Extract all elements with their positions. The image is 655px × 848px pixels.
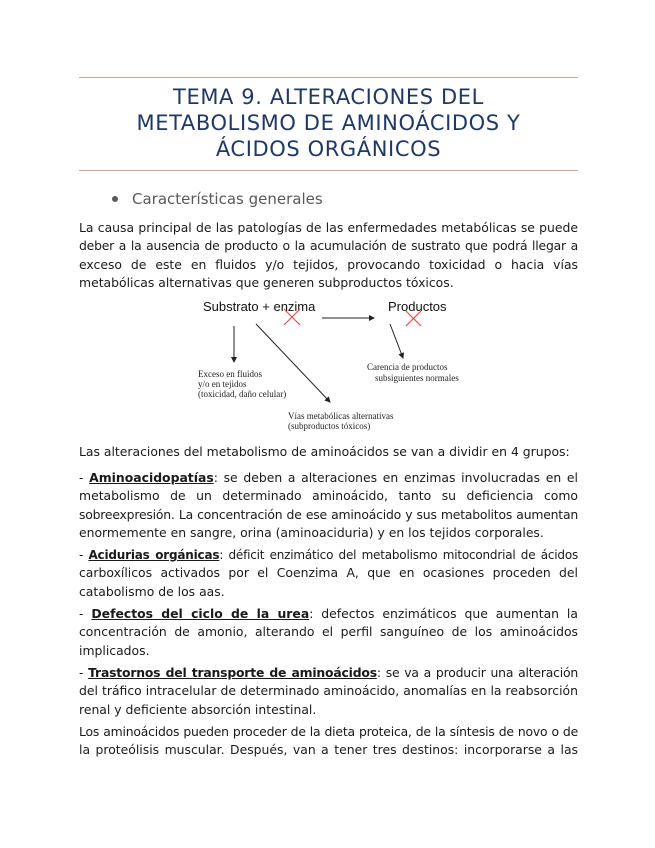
group-line: implicados. — [79, 642, 150, 658]
group-transporte — [79, 664, 578, 719]
title-line-2: METABOLISMO DE AMINOÁCIDOS Y — [136, 111, 521, 135]
diagram-excess-line: (toxicidad, daño celular) — [198, 389, 287, 399]
group-first-line — [79, 469, 578, 487]
group-line: concentración de amonio, alterando el perfil sanguíneo de los aminoácidos — [79, 624, 578, 640]
group-term: Defectos del ciclo de la urea — [91, 606, 310, 621]
group-dash: - — [79, 606, 92, 621]
lack-arrow — [390, 324, 403, 358]
group-sep: : — [309, 606, 314, 621]
group-dash: - — [79, 548, 89, 562]
intro-line: exceso de este en fluidos y/o tejidos, provocando toxicidad o hacia vías — [79, 256, 578, 272]
group-text: déficit enzimático del metabolismo mitocondrial de ácidos — [223, 548, 579, 562]
section-heading: Características generales — [132, 190, 323, 208]
group-acidurias — [79, 546, 578, 601]
intro-line: La causa principal de las patologías de las enfermedades metabólicas se puede — [79, 220, 578, 235]
diagram-substrate: Substrato + enzima — [203, 299, 316, 314]
group-dash: - — [79, 665, 89, 680]
metabolic-diagram — [0, 290, 655, 438]
group-first-line — [79, 605, 578, 623]
group-dash: - — [79, 470, 90, 485]
group-line: metabolismo de un determinado aminoácido, tanto su deficiencia como — [79, 488, 578, 504]
group-text: se va a producir una alteración — [380, 665, 578, 680]
title-bottom-rule — [79, 170, 578, 171]
diagram-excess-line: y/o en tejidos — [198, 379, 247, 389]
group-line: catabolismo de los aas. — [79, 583, 225, 599]
group-aminoacidopatias — [79, 469, 578, 543]
group-first-line — [79, 546, 578, 564]
group-term: Trastornos del transporte de aminoácidos — [88, 665, 377, 680]
group-term: Acidurias orgánicas — [88, 548, 220, 562]
page-title — [79, 84, 578, 162]
intro-line: metabólicas alternativas que generen subproductos tóxicos. — [79, 275, 454, 291]
title-line-1: TEMA 9. ALTERACIONES DEL — [173, 85, 484, 109]
group-line: renal y deficiente absorción intestinal. — [79, 701, 317, 717]
group-line: enormemente en sangre, orina (aminoaciduria) y en los tejidos corporales. — [79, 525, 544, 541]
diagram-alt-line: (subproductos tóxicos) — [288, 421, 371, 431]
diagram-lack-line: Carencia de productos — [367, 362, 448, 372]
group-text: se deben a alteraciones en enzimas involucradas en el — [217, 470, 578, 485]
closing-paragraph — [79, 723, 578, 760]
group-first-line — [79, 664, 578, 682]
group-term: Aminoacidopatías — [89, 470, 214, 485]
diagram-excess-line: Exceso en fluidos — [198, 369, 262, 379]
closing-line: la proteólisis muscular. Después, van a tener tres destinos: incorporarse a las — [79, 742, 578, 758]
group-sep: : — [219, 548, 224, 562]
top-rule — [79, 77, 578, 78]
group-sep: : — [213, 470, 218, 485]
group-line: carboxílicos activados por el Coenzima A, que en ocasiones proceden del — [79, 565, 578, 581]
title-line-3: ÁCIDOS ORGÁNICOS — [215, 137, 442, 161]
diagram-alt-line: Vías metabólicas alternativas — [288, 411, 394, 421]
groups-intro — [79, 443, 578, 461]
closing-line: Los aminoácidos pueden proceder de la dieta proteica, de la síntesis de novo o de — [79, 724, 578, 739]
group-line: del tráfico intracelular de determinado aminoácido, anomalías en la reabsorción — [79, 683, 578, 699]
intro-line: deber a la ausencia de producto o la acumulación de sustrato que podrá llegar a — [79, 238, 578, 254]
group-text: defectos enzimáticos que aumentan la — [313, 606, 578, 621]
group-line: sobreexpresión. La concentración de ese aminoácido y sus metabolitos aumentan — [79, 506, 578, 522]
bullet-dot-icon — [112, 196, 118, 202]
diagram-lack-line: subsiguientes normales — [375, 373, 459, 383]
group-ciclo-urea — [79, 605, 578, 660]
diagram-products: Productos — [388, 299, 447, 314]
groups-intro-line: Las alteraciones del metabolismo de aminoácidos se van a dividir en 4 grupos: — [79, 444, 570, 459]
group-sep: : — [376, 665, 381, 680]
intro-paragraph — [79, 219, 578, 293]
